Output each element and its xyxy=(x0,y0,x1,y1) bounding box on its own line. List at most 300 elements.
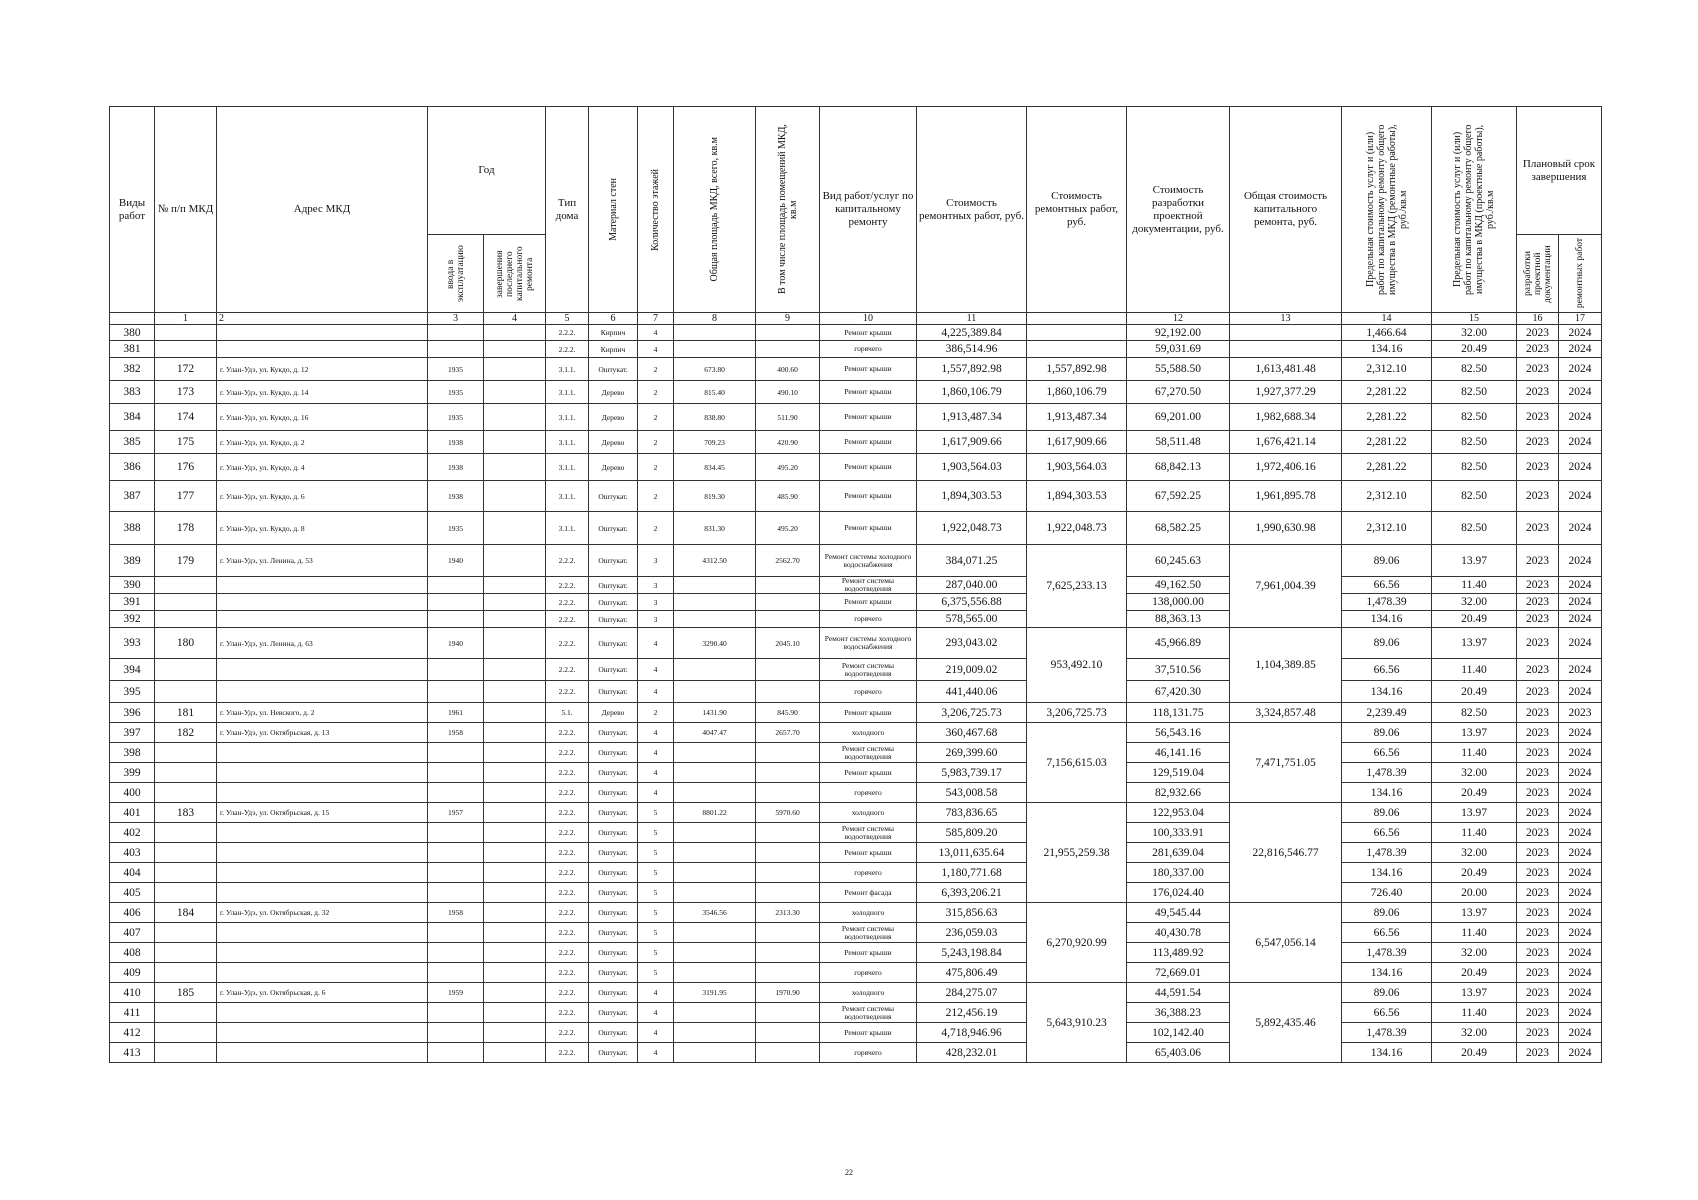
year-commission-cell xyxy=(428,763,484,783)
limit-design-cell: 11.40 xyxy=(1432,923,1517,943)
deadline-design-cell: 2023 xyxy=(1517,1043,1559,1063)
table-row xyxy=(110,823,1602,843)
repair-cost-cell: 284,275.07 xyxy=(917,983,1027,1003)
address-cell: г. Улан-Удэ, ул. Кукдо, д. 14 xyxy=(217,381,428,404)
column-number-cell: 4 xyxy=(484,313,546,325)
row-number-cell: 409 xyxy=(110,963,155,983)
mkd-number-cell: 177 xyxy=(155,481,217,512)
repair-cost-cell: 269,399.60 xyxy=(917,743,1027,763)
wall-material-cell: Оштукат. xyxy=(589,863,638,883)
year-last-repair-cell xyxy=(484,681,546,703)
limit-repair-cell: 89.06 xyxy=(1342,628,1432,659)
floors-cell: 4 xyxy=(638,783,674,803)
limit-design-cell: 11.40 xyxy=(1432,1003,1517,1023)
limit-repair-cell: 134.16 xyxy=(1342,863,1432,883)
row-number-cell: 399 xyxy=(110,763,155,783)
work-type-cell: холодного xyxy=(820,903,917,923)
house-type-cell: 3.1.1. xyxy=(546,404,589,431)
deadline-repair-cell: 2024 xyxy=(1559,843,1602,863)
address-cell xyxy=(217,843,428,863)
premises-area-cell xyxy=(756,1043,820,1063)
mkd-number-cell xyxy=(155,681,217,703)
table-row xyxy=(110,512,1602,545)
total-cost-cell: 22,816,546.77 xyxy=(1230,803,1342,903)
house-type-cell: 2.2.2. xyxy=(546,577,589,594)
mkd-number-cell: 176 xyxy=(155,454,217,481)
total-area-cell: 1431.90 xyxy=(674,703,756,723)
mkd-number-cell xyxy=(155,611,217,628)
design-cost-cell: 113,489.92 xyxy=(1127,943,1230,963)
mkd-number-cell xyxy=(155,783,217,803)
deadline-repair-cell: 2024 xyxy=(1559,763,1602,783)
table-row xyxy=(110,358,1602,381)
mkd-number-cell xyxy=(155,963,217,983)
limit-design-cell: 20.49 xyxy=(1432,611,1517,628)
deadline-design-cell: 2023 xyxy=(1517,843,1559,863)
row-number-cell: 401 xyxy=(110,803,155,823)
column-number-cell: 12 xyxy=(1127,313,1230,325)
header-cost-repair-b: Стоимость ремонтных работ, руб. xyxy=(1027,107,1127,313)
wall-material-cell: Дерево xyxy=(589,703,638,723)
deadline-repair-cell: 2024 xyxy=(1559,325,1602,341)
house-type-cell: 2.2.2. xyxy=(546,325,589,341)
premises-area-cell xyxy=(756,681,820,703)
year-commission-cell xyxy=(428,577,484,594)
limit-design-cell: 82.50 xyxy=(1432,431,1517,454)
year-last-repair-cell xyxy=(484,381,546,404)
row-number-cell: 384 xyxy=(110,404,155,431)
column-number-cell: 16 xyxy=(1517,313,1559,325)
floors-cell: 5 xyxy=(638,883,674,903)
wall-material-cell: Оштукат. xyxy=(589,1003,638,1023)
year-commission-cell: 1935 xyxy=(428,358,484,381)
wall-material-cell: Оштукат. xyxy=(589,743,638,763)
premises-area-cell: 485.90 xyxy=(756,481,820,512)
header-total-cost: Общая стоимость капитального ремонта, руб. xyxy=(1230,107,1342,313)
table-row xyxy=(110,431,1602,454)
total-area-cell xyxy=(674,1043,756,1063)
design-cost-cell: 65,403.06 xyxy=(1127,1043,1230,1063)
limit-design-cell: 20.49 xyxy=(1432,783,1517,803)
row-number-cell: 406 xyxy=(110,903,155,923)
total-area-cell: 838.80 xyxy=(674,404,756,431)
table-row xyxy=(110,923,1602,943)
work-type-cell: Ремонт крыши xyxy=(820,431,917,454)
repair-cost-total-cell: 7,156,615.03 xyxy=(1027,723,1127,803)
mkd-number-cell: 172 xyxy=(155,358,217,381)
floors-cell: 2 xyxy=(638,703,674,723)
house-type-cell: 5.1. xyxy=(546,703,589,723)
wall-material-cell: Оштукат. xyxy=(589,512,638,545)
repair-cost-cell: 1,180,771.68 xyxy=(917,863,1027,883)
table-row xyxy=(110,1023,1602,1043)
design-cost-cell: 122,953.04 xyxy=(1127,803,1230,823)
limit-repair-cell: 66.56 xyxy=(1342,823,1432,843)
work-type-cell: Ремонт крыши xyxy=(820,703,917,723)
total-area-cell xyxy=(674,577,756,594)
design-cost-cell: 40,430.78 xyxy=(1127,923,1230,943)
wall-material-cell: Кирпич xyxy=(589,325,638,341)
year-last-repair-cell xyxy=(484,983,546,1003)
limit-repair-cell: 1,478.39 xyxy=(1342,763,1432,783)
wall-material-cell: Оштукат. xyxy=(589,803,638,823)
premises-area-cell xyxy=(756,883,820,903)
limit-design-cell: 11.40 xyxy=(1432,659,1517,681)
limit-repair-cell: 89.06 xyxy=(1342,983,1432,1003)
address-cell xyxy=(217,863,428,883)
design-cost-cell: 100,333.91 xyxy=(1127,823,1230,843)
total-area-cell: 834.45 xyxy=(674,454,756,481)
house-type-cell: 2.2.2. xyxy=(546,1003,589,1023)
premises-area-cell xyxy=(756,783,820,803)
total-cost-cell: 6,547,056.14 xyxy=(1230,903,1342,983)
repair-cost-cell: 543,008.58 xyxy=(917,783,1027,803)
work-type-cell: Ремонт крыши xyxy=(820,358,917,381)
premises-area-cell: 495.20 xyxy=(756,512,820,545)
repair-cost-cell: 1,913,487.34 xyxy=(917,404,1027,431)
repair-program-table-sheet xyxy=(109,106,1601,1063)
row-number-cell: 388 xyxy=(110,512,155,545)
repair-cost-total-cell: 1,894,303.53 xyxy=(1027,481,1127,512)
work-type-cell: Ремонт крыши xyxy=(820,512,917,545)
limit-design-cell: 11.40 xyxy=(1432,743,1517,763)
mkd-number-cell: 180 xyxy=(155,628,217,659)
wall-material-cell: Оштукат. xyxy=(589,723,638,743)
limit-repair-cell: 134.16 xyxy=(1342,611,1432,628)
address-cell: г. Улан-Удэ, ул. Октябрьская, д. 32 xyxy=(217,903,428,923)
year-last-repair-cell xyxy=(484,325,546,341)
deadline-design-cell: 2023 xyxy=(1517,404,1559,431)
premises-area-cell xyxy=(756,823,820,843)
repair-cost-cell: 428,232.01 xyxy=(917,1043,1027,1063)
deadline-repair-cell: 2024 xyxy=(1559,963,1602,983)
limit-design-cell: 11.40 xyxy=(1432,823,1517,843)
design-cost-cell: 56,543.16 xyxy=(1127,723,1230,743)
year-last-repair-cell xyxy=(484,1003,546,1023)
floors-cell: 4 xyxy=(638,983,674,1003)
house-type-cell: 3.1.1. xyxy=(546,381,589,404)
row-number-cell: 412 xyxy=(110,1023,155,1043)
year-last-repair-cell xyxy=(484,404,546,431)
table-row xyxy=(110,545,1602,577)
deadline-repair-cell: 2024 xyxy=(1559,803,1602,823)
address-cell xyxy=(217,883,428,903)
house-type-cell: 2.2.2. xyxy=(546,341,589,358)
repair-cost-total-cell xyxy=(1027,325,1127,341)
year-commission-cell: 1961 xyxy=(428,703,484,723)
deadline-repair-cell: 2024 xyxy=(1559,404,1602,431)
limit-repair-cell: 1,466.64 xyxy=(1342,325,1432,341)
address-cell: г. Улан-Удэ, ул. Октябрьская, д. 15 xyxy=(217,803,428,823)
wall-material-cell: Оштукат. xyxy=(589,963,638,983)
mkd-number-cell: 183 xyxy=(155,803,217,823)
header-cost-repair-a: Стоимость ремонтных работ, руб. xyxy=(917,107,1027,313)
address-cell xyxy=(217,611,428,628)
premises-area-cell xyxy=(756,611,820,628)
deadline-design-cell: 2023 xyxy=(1517,963,1559,983)
repair-cost-cell: 783,836.65 xyxy=(917,803,1027,823)
wall-material-cell: Дерево xyxy=(589,431,638,454)
work-type-cell: Ремонт фасада xyxy=(820,883,917,903)
year-commission-cell xyxy=(428,594,484,611)
work-type-cell: холодного xyxy=(820,723,917,743)
work-type-cell: Ремонт крыши xyxy=(820,454,917,481)
year-last-repair-cell xyxy=(484,863,546,883)
table-row xyxy=(110,1003,1602,1023)
deadline-repair-cell: 2024 xyxy=(1559,381,1602,404)
repair-cost-cell: 1,903,564.03 xyxy=(917,454,1027,481)
house-type-cell: 2.2.2. xyxy=(546,723,589,743)
row-number-cell: 392 xyxy=(110,611,155,628)
deadline-design-cell: 2023 xyxy=(1517,943,1559,963)
work-type-cell: горячего xyxy=(820,1043,917,1063)
design-cost-cell: 45,966.89 xyxy=(1127,628,1230,659)
work-type-cell: Ремонт крыши xyxy=(820,481,917,512)
deadline-repair-cell: 2024 xyxy=(1559,611,1602,628)
repair-cost-cell: 585,809.20 xyxy=(917,823,1027,843)
design-cost-cell: 68,842.13 xyxy=(1127,454,1230,481)
repair-cost-total-cell: 1,913,487.34 xyxy=(1027,404,1127,431)
deadline-design-cell: 2023 xyxy=(1517,358,1559,381)
year-commission-cell xyxy=(428,1043,484,1063)
deadline-design-cell: 2023 xyxy=(1517,903,1559,923)
design-cost-cell: 67,270.50 xyxy=(1127,381,1230,404)
year-commission-cell xyxy=(428,611,484,628)
year-last-repair-cell xyxy=(484,481,546,512)
limit-design-cell: 32.00 xyxy=(1432,325,1517,341)
limit-repair-cell: 1,478.39 xyxy=(1342,843,1432,863)
total-cost-cell: 3,324,857.48 xyxy=(1230,703,1342,723)
mkd-number-cell: 179 xyxy=(155,545,217,577)
premises-area-cell xyxy=(756,963,820,983)
mkd-number-cell xyxy=(155,659,217,681)
year-last-repair-cell xyxy=(484,743,546,763)
column-number-cell: 17 xyxy=(1559,313,1602,325)
column-number-cell: 11 xyxy=(917,313,1027,325)
header-wall-material: Материал стен xyxy=(607,178,619,241)
year-commission-cell xyxy=(428,883,484,903)
row-number-cell: 408 xyxy=(110,943,155,963)
year-last-repair-cell xyxy=(484,1023,546,1043)
premises-area-cell xyxy=(756,763,820,783)
floors-cell: 2 xyxy=(638,404,674,431)
repair-cost-cell: 386,514.96 xyxy=(917,341,1027,358)
address-cell xyxy=(217,594,428,611)
design-cost-cell: 67,420.30 xyxy=(1127,681,1230,703)
limit-repair-cell: 1,478.39 xyxy=(1342,1023,1432,1043)
repair-cost-cell: 384,071.25 xyxy=(917,545,1027,577)
table-row xyxy=(110,803,1602,823)
deadline-repair-cell: 2024 xyxy=(1559,628,1602,659)
deadline-repair-cell: 2024 xyxy=(1559,903,1602,923)
year-commission-cell: 1938 xyxy=(428,481,484,512)
address-cell: г. Улан-Удэ, ул. Кукдо, д. 2 xyxy=(217,431,428,454)
address-cell xyxy=(217,923,428,943)
work-type-cell: Ремонт системы водоотведения xyxy=(820,923,917,943)
deadline-design-cell: 2023 xyxy=(1517,743,1559,763)
floors-cell: 3 xyxy=(638,577,674,594)
house-type-cell: 2.2.2. xyxy=(546,943,589,963)
house-type-cell: 2.2.2. xyxy=(546,1043,589,1063)
repair-cost-cell: 1,860,106.79 xyxy=(917,381,1027,404)
premises-area-cell: 420.90 xyxy=(756,431,820,454)
year-last-repair-cell xyxy=(484,763,546,783)
column-number-cell: 8 xyxy=(674,313,756,325)
deadline-design-cell: 2023 xyxy=(1517,431,1559,454)
premises-area-cell: 5970.60 xyxy=(756,803,820,823)
limit-repair-cell: 134.16 xyxy=(1342,783,1432,803)
mkd-number-cell xyxy=(155,341,217,358)
mkd-number-cell: 173 xyxy=(155,381,217,404)
total-area-cell xyxy=(674,325,756,341)
year-last-repair-cell xyxy=(484,923,546,943)
table-row xyxy=(110,628,1602,659)
header-address: Адрес МКД xyxy=(217,107,428,313)
limit-design-cell: 20.00 xyxy=(1432,883,1517,903)
limit-design-cell: 32.00 xyxy=(1432,1023,1517,1043)
deadline-design-cell: 2023 xyxy=(1517,1003,1559,1023)
limit-repair-cell: 134.16 xyxy=(1342,681,1432,703)
table-row xyxy=(110,1043,1602,1063)
deadline-repair-cell: 2024 xyxy=(1559,923,1602,943)
repair-cost-cell: 441,440.06 xyxy=(917,681,1027,703)
total-area-cell xyxy=(674,863,756,883)
house-type-cell: 2.2.2. xyxy=(546,545,589,577)
table-row xyxy=(110,943,1602,963)
floors-cell: 5 xyxy=(638,823,674,843)
deadline-repair-cell: 2023 xyxy=(1559,703,1602,723)
year-commission-cell: 1940 xyxy=(428,628,484,659)
total-area-cell xyxy=(674,659,756,681)
limit-repair-cell: 66.56 xyxy=(1342,659,1432,681)
limit-repair-cell: 2,281.22 xyxy=(1342,431,1432,454)
mkd-number-cell xyxy=(155,1003,217,1023)
mkd-number-cell xyxy=(155,863,217,883)
deadline-repair-cell: 2024 xyxy=(1559,545,1602,577)
wall-material-cell: Оштукат. xyxy=(589,983,638,1003)
limit-design-cell: 13.97 xyxy=(1432,628,1517,659)
row-number-cell: 387 xyxy=(110,481,155,512)
table-row xyxy=(110,381,1602,404)
repair-cost-total-cell: 1,617,909.66 xyxy=(1027,431,1127,454)
floors-cell: 5 xyxy=(638,923,674,943)
total-area-cell: 4312.50 xyxy=(674,545,756,577)
premises-area-cell: 2657.70 xyxy=(756,723,820,743)
work-type-cell: Ремонт крыши xyxy=(820,843,917,863)
work-type-cell: Ремонт крыши xyxy=(820,943,917,963)
floors-cell: 4 xyxy=(638,1003,674,1023)
limit-repair-cell: 1,478.39 xyxy=(1342,594,1432,611)
limit-design-cell: 20.49 xyxy=(1432,681,1517,703)
mkd-number-cell: 175 xyxy=(155,431,217,454)
limit-design-cell: 82.50 xyxy=(1432,512,1517,545)
column-number-cell: 9 xyxy=(756,313,820,325)
total-area-cell: 709.23 xyxy=(674,431,756,454)
total-area-cell xyxy=(674,823,756,843)
premises-area-cell xyxy=(756,943,820,963)
total-area-cell: 3191.95 xyxy=(674,983,756,1003)
repair-cost-cell: 6,393,206.21 xyxy=(917,883,1027,903)
house-type-cell: 2.2.2. xyxy=(546,783,589,803)
year-last-repair-cell xyxy=(484,628,546,659)
design-cost-cell: 88,363.13 xyxy=(1127,611,1230,628)
work-type-cell: Ремонт системы холодного водоснабжения xyxy=(820,628,917,659)
address-cell xyxy=(217,743,428,763)
year-last-repair-cell xyxy=(484,611,546,628)
limit-design-cell: 20.49 xyxy=(1432,863,1517,883)
floors-cell: 5 xyxy=(638,903,674,923)
premises-area-cell: 495.20 xyxy=(756,454,820,481)
year-commission-cell: 1935 xyxy=(428,404,484,431)
limit-design-cell: 11.40 xyxy=(1432,577,1517,594)
mkd-number-cell xyxy=(155,823,217,843)
design-cost-cell: 69,201.00 xyxy=(1127,404,1230,431)
mkd-number-cell xyxy=(155,843,217,863)
limit-repair-cell: 1,478.39 xyxy=(1342,943,1432,963)
table-row xyxy=(110,594,1602,611)
design-cost-cell: 37,510.56 xyxy=(1127,659,1230,681)
limit-design-cell: 32.00 xyxy=(1432,763,1517,783)
address-cell: г. Улан-Удэ, ул. Невского, д. 2 xyxy=(217,703,428,723)
table-row xyxy=(110,783,1602,803)
total-cost-cell: 1,982,688.34 xyxy=(1230,404,1342,431)
premises-area-cell xyxy=(756,923,820,943)
header-floors: Количество этажей xyxy=(650,168,661,251)
year-last-repair-cell xyxy=(484,823,546,843)
total-area-cell xyxy=(674,943,756,963)
deadline-design-cell: 2023 xyxy=(1517,681,1559,703)
row-number-cell: 381 xyxy=(110,341,155,358)
design-cost-cell: 60,245.63 xyxy=(1127,545,1230,577)
limit-repair-cell: 2,239.49 xyxy=(1342,703,1432,723)
total-area-cell xyxy=(674,963,756,983)
row-number-cell: 382 xyxy=(110,358,155,381)
house-type-cell: 2.2.2. xyxy=(546,843,589,863)
total-cost-cell: 1,613,481.48 xyxy=(1230,358,1342,381)
wall-material-cell: Оштукат. xyxy=(589,545,638,577)
mkd-number-cell xyxy=(155,325,217,341)
floors-cell: 5 xyxy=(638,963,674,983)
limit-design-cell: 13.97 xyxy=(1432,983,1517,1003)
address-cell xyxy=(217,681,428,703)
house-type-cell: 2.2.2. xyxy=(546,803,589,823)
design-cost-cell: 44,591.54 xyxy=(1127,983,1230,1003)
deadline-repair-cell: 2024 xyxy=(1559,1023,1602,1043)
limit-repair-cell: 89.06 xyxy=(1342,903,1432,923)
wall-material-cell: Оштукат. xyxy=(589,943,638,963)
mkd-number-cell: 182 xyxy=(155,723,217,743)
house-type-cell: 2.2.2. xyxy=(546,763,589,783)
deadline-design-cell: 2023 xyxy=(1517,628,1559,659)
year-last-repair-cell xyxy=(484,341,546,358)
year-commission-cell xyxy=(428,943,484,963)
repair-cost-cell: 212,456.19 xyxy=(917,1003,1027,1023)
repair-cost-total-cell: 1,903,564.03 xyxy=(1027,454,1127,481)
repair-cost-cell: 578,565.00 xyxy=(917,611,1027,628)
row-number-cell: 386 xyxy=(110,454,155,481)
deadline-design-cell: 2023 xyxy=(1517,803,1559,823)
deadline-design-cell: 2023 xyxy=(1517,381,1559,404)
deadline-repair-cell: 2024 xyxy=(1559,1003,1602,1023)
wall-material-cell: Кирпич xyxy=(589,341,638,358)
address-cell: г. Улан-Удэ, ул. Кукдо, д. 6 xyxy=(217,481,428,512)
deadline-design-cell: 2023 xyxy=(1517,723,1559,743)
limit-design-cell: 20.49 xyxy=(1432,963,1517,983)
work-type-cell: холодного xyxy=(820,983,917,1003)
work-type-cell: холодного xyxy=(820,803,917,823)
work-type-cell: Ремонт системы водоотведения xyxy=(820,823,917,843)
design-cost-cell: 176,024.40 xyxy=(1127,883,1230,903)
